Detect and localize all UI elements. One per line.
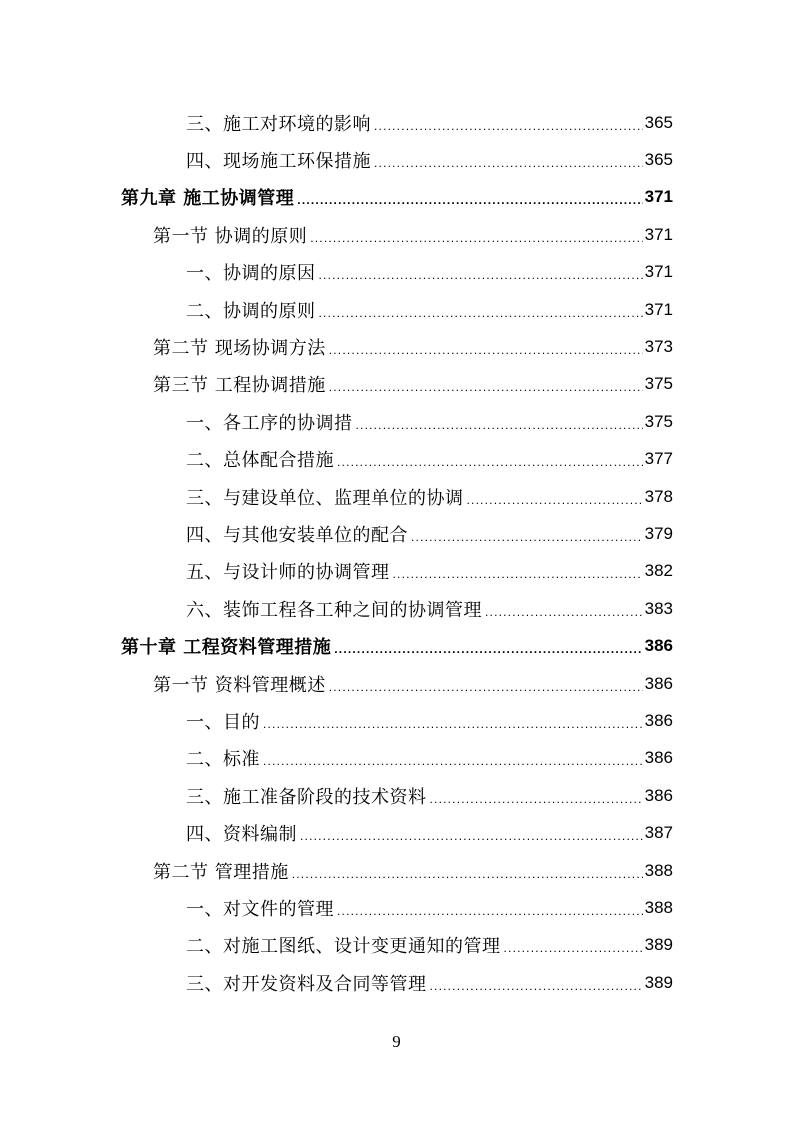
toc-entry-title: 二、对施工图纸、设计变更通知的管理: [186, 936, 501, 958]
toc-subsection-entry[interactable]: [0, 254, 793, 291]
toc-entry-page: 375: [644, 411, 673, 431]
toc-dot-leader: [337, 455, 643, 469]
toc-entry-title: 三、与建设单位、监理单位的协调: [186, 487, 464, 509]
toc-subsection-entry[interactable]: [0, 441, 793, 478]
toc-dot-leader: [329, 380, 643, 394]
toc-entry-title: 四、资料编制: [186, 824, 297, 846]
toc-entry-page: 387: [644, 823, 673, 843]
toc-subsection-entry[interactable]: [0, 702, 793, 739]
toc-entry-title: 三、施工准备阶段的技术资料: [186, 786, 427, 808]
toc-entry-title: 三、对开发资料及合同等管理: [186, 973, 427, 995]
toc-entry-title: 四、现场施工环保措施: [186, 151, 371, 173]
toc-subsection-entry[interactable]: [0, 403, 793, 440]
toc-subsection-entry[interactable]: [0, 553, 793, 590]
toc-entry-title: 二、总体配合措施: [186, 450, 334, 472]
toc-entry-title: 一、对文件的管理: [186, 898, 334, 920]
toc-entry-title: 第九章 施工协调管理: [121, 188, 295, 210]
toc-subsection-entry[interactable]: [0, 478, 793, 515]
toc-dot-leader: [329, 680, 643, 694]
toc-subsection-entry[interactable]: [0, 104, 793, 141]
toc-dot-leader: [310, 231, 642, 245]
toc-chapter-entry[interactable]: [0, 627, 793, 664]
toc-subsection-entry[interactable]: [0, 777, 793, 814]
toc-entry-page: 371: [644, 299, 673, 319]
toc-entry-title: 第三节 工程协调措施: [153, 375, 326, 397]
toc-entry-title: 五、与设计师的协调管理: [186, 562, 390, 584]
toc-entry-page: 386: [644, 748, 673, 768]
toc-entry-page: 386: [644, 710, 673, 730]
toc-subsection-entry[interactable]: [0, 814, 793, 851]
toc-entry-page: 383: [644, 598, 673, 618]
toc-entry-title: 第二节 现场协调方法: [153, 338, 326, 360]
toc-subsection-entry[interactable]: [0, 515, 793, 552]
toc-entry-page: 377: [644, 449, 673, 469]
toc-section-entry[interactable]: [0, 366, 793, 403]
toc-subsection-entry[interactable]: [0, 291, 793, 328]
toc-section-entry[interactable]: [0, 852, 793, 889]
toc-subsection-entry[interactable]: [0, 141, 793, 178]
toc-entry-page: 371: [644, 187, 673, 207]
toc-entry-title: 第十章 工程资料管理措施: [121, 637, 332, 659]
toc-entry-page: 388: [644, 897, 673, 917]
toc-dot-leader: [329, 343, 643, 357]
toc-dot-leader: [430, 979, 643, 993]
toc-dot-leader: [300, 829, 643, 843]
toc-dot-leader: [504, 941, 643, 955]
toc-section-entry[interactable]: [0, 328, 793, 365]
toc-chapter-entry[interactable]: [0, 179, 793, 216]
toc-entry-page: 388: [644, 860, 673, 880]
toc-entry-title: 一、各工序的协调措: [186, 412, 353, 434]
toc-dot-leader: [411, 530, 643, 544]
toc-dot-leader: [319, 306, 643, 320]
toc-entry-title: 第一节 协调的原则: [153, 225, 308, 247]
toc-dot-leader: [297, 193, 642, 207]
toc-subsection-entry[interactable]: [0, 889, 793, 926]
toc-entry-page: 365: [644, 150, 673, 170]
toc-dot-leader: [319, 268, 643, 282]
toc-entry-title: 三、施工对环境的影响: [186, 113, 371, 135]
toc-subsection-entry[interactable]: [0, 590, 793, 627]
toc-entry-title: 第二节 管理措施: [153, 861, 289, 883]
table-of-contents: [0, 104, 793, 1001]
toc-section-entry[interactable]: [0, 665, 793, 702]
toc-entry-title: 第一节 资料管理概述: [153, 674, 326, 696]
toc-entry-page: 386: [644, 785, 673, 805]
toc-entry-title: 一、协调的原因: [186, 263, 316, 285]
toc-entry-title: 一、目的: [186, 711, 260, 733]
toc-entry-page: 378: [644, 486, 673, 506]
toc-entry-page: 371: [644, 262, 673, 282]
toc-dot-leader: [374, 119, 643, 133]
toc-entry-title: 六、装饰工程各工种之间的协调管理: [186, 599, 482, 621]
toc-dot-leader: [263, 754, 643, 768]
toc-entry-title: 二、协调的原则: [186, 300, 316, 322]
toc-entry-page: 389: [644, 972, 673, 992]
toc-dot-leader: [467, 493, 643, 507]
toc-dot-leader: [374, 156, 643, 170]
toc-entry-page: 371: [644, 224, 673, 244]
toc-entry-page: 373: [644, 337, 673, 357]
page-number: 9: [392, 1032, 401, 1051]
toc-entry-title: 四、与其他安装单位的配合: [186, 524, 408, 546]
toc-subsection-entry[interactable]: [0, 964, 793, 1001]
toc-entry-page: 375: [644, 374, 673, 394]
toc-dot-leader: [430, 792, 643, 806]
toc-entry-page: 382: [644, 561, 673, 581]
toc-subsection-entry[interactable]: [0, 740, 793, 777]
toc-section-entry[interactable]: [0, 216, 793, 253]
toc-entry-page: 386: [644, 636, 673, 656]
toc-dot-leader: [393, 567, 643, 581]
toc-entry-page: 379: [644, 523, 673, 543]
toc-dot-leader: [337, 904, 643, 918]
toc-subsection-entry[interactable]: [0, 927, 793, 964]
toc-dot-leader: [356, 418, 643, 432]
toc-entry-page: 365: [644, 112, 673, 132]
toc-dot-leader: [334, 642, 642, 656]
toc-dot-leader: [485, 605, 643, 619]
toc-dot-leader: [292, 867, 643, 881]
toc-entry-page: 389: [644, 935, 673, 955]
toc-dot-leader: [263, 717, 643, 731]
toc-entry-page: 386: [644, 673, 673, 693]
toc-entry-title: 二、标准: [186, 749, 260, 771]
